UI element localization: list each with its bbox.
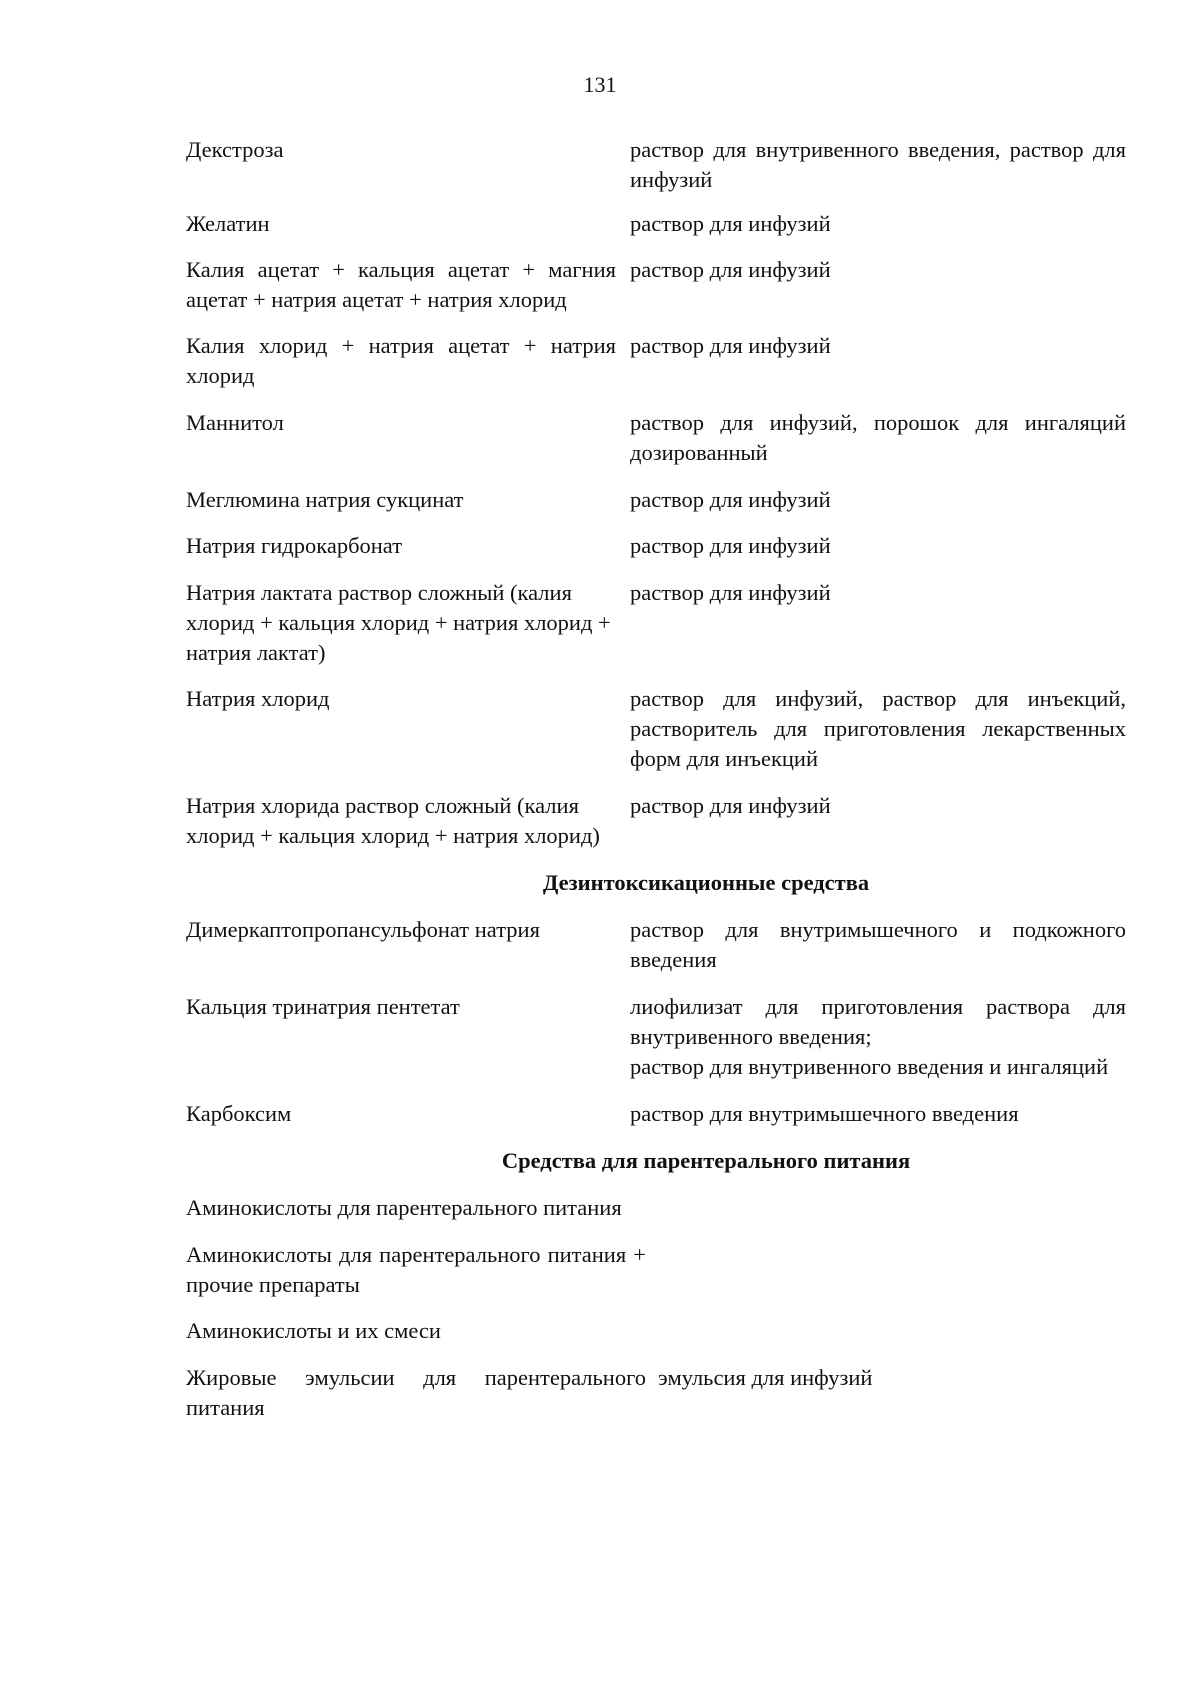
list-item <box>186 578 1126 668</box>
list-item <box>186 1240 1126 1300</box>
list-item <box>186 135 1126 195</box>
drug-name: Калия хлорид + натрия ацетат + натрия хлорид <box>186 333 616 388</box>
list-item <box>186 1363 1126 1423</box>
dosage-form: лиофилизат для приготовления раствора для внутривенного введения; <box>630 994 1126 1049</box>
drug-name: Декстроза <box>186 137 284 162</box>
dosage-form: эмульсия для инфузий <box>658 1365 873 1390</box>
list-item <box>186 1193 1126 1223</box>
dosage-form: раствор для инфузий <box>630 333 831 358</box>
list-item <box>186 1099 1126 1129</box>
drug-name: Натрия гидрокарбонат <box>186 533 403 558</box>
list-item <box>186 485 1126 515</box>
dosage-form: раствор для инфузий <box>630 257 831 282</box>
dosage-form <box>646 1316 1126 1346</box>
dosage-form: раствор для инфузий <box>630 793 831 818</box>
section-heading-detox: Дезинтоксикационные средства <box>542 870 870 895</box>
list-item <box>186 331 1126 391</box>
drug-name: Карбоксим <box>186 1101 292 1126</box>
dosage-form: раствор для инфузий, порошок для ингаляций дозированный <box>630 410 1126 465</box>
drug-name: Калия ацетат + кальция ацетат + магния ацетат + натрия ацетат + натрия хлорид <box>186 257 616 312</box>
list-item <box>186 915 1126 975</box>
list-item <box>186 531 1126 561</box>
dosage-form: раствор для внутримышечного введения <box>630 1101 1019 1126</box>
dosage-form: раствор для инфузий <box>630 533 831 558</box>
dosage-form-group <box>630 992 1126 1082</box>
list-item <box>186 1316 1126 1346</box>
section-heading-parenteral: Средства для парентерального питания <box>501 1148 911 1173</box>
list-item <box>186 684 1126 774</box>
drug-name: Меглюмина натрия сукцинат <box>186 487 464 512</box>
drug-name: Натрия хлорид <box>186 686 330 711</box>
dosage-form: раствор для внутривенного введения и ингаляций <box>630 1054 1109 1079</box>
drug-name: Аминокислоты для парентерального питания <box>186 1195 622 1220</box>
drug-list <box>186 135 1126 1423</box>
dosage-form: раствор для инфузий, раствор для инъекций, растворитель для приготовления лекарственных форм для инъекций <box>630 686 1126 771</box>
drug-name: Натрия хлорида раствор сложный (калия хлорид + кальция хлорид + натрия хлорид) <box>186 793 600 848</box>
drug-name: Маннитол <box>186 410 284 435</box>
list-item <box>186 791 1126 851</box>
drug-name: Кальция тринатрия пентетат <box>186 994 460 1019</box>
drug-name: Аминокислоты для парентерального питания + прочие препараты <box>186 1242 646 1297</box>
drug-name: Димеркаптопропансульфонат натрия <box>186 917 540 942</box>
drug-name: Натрия лактата раствор сложный (калия хлорид + кальция хлорид + натрия хлорид + натрия лактат) <box>186 580 611 665</box>
dosage-form: раствор для инфузий <box>630 580 831 605</box>
dosage-form <box>646 1240 1126 1300</box>
drug-name: Аминокислоты и их смеси <box>186 1318 441 1343</box>
dosage-form: раствор для внутримышечного и подкожного введения <box>630 917 1126 972</box>
page-number: 131 <box>583 72 617 97</box>
dosage-form: раствор для инфузий <box>630 487 831 512</box>
dosage-form: раствор для инфузий <box>630 211 831 236</box>
list-item <box>186 992 1126 1082</box>
dosage-form <box>646 1193 1126 1223</box>
drug-name: Желатин <box>186 211 270 236</box>
list-item <box>186 255 1126 315</box>
list-item <box>186 408 1126 468</box>
drug-name: Жировые эмульсии для парентерального питания <box>186 1365 646 1420</box>
list-item <box>186 209 1126 239</box>
dosage-form: раствор для внутривенного введения, раствор для инфузий <box>630 137 1126 192</box>
